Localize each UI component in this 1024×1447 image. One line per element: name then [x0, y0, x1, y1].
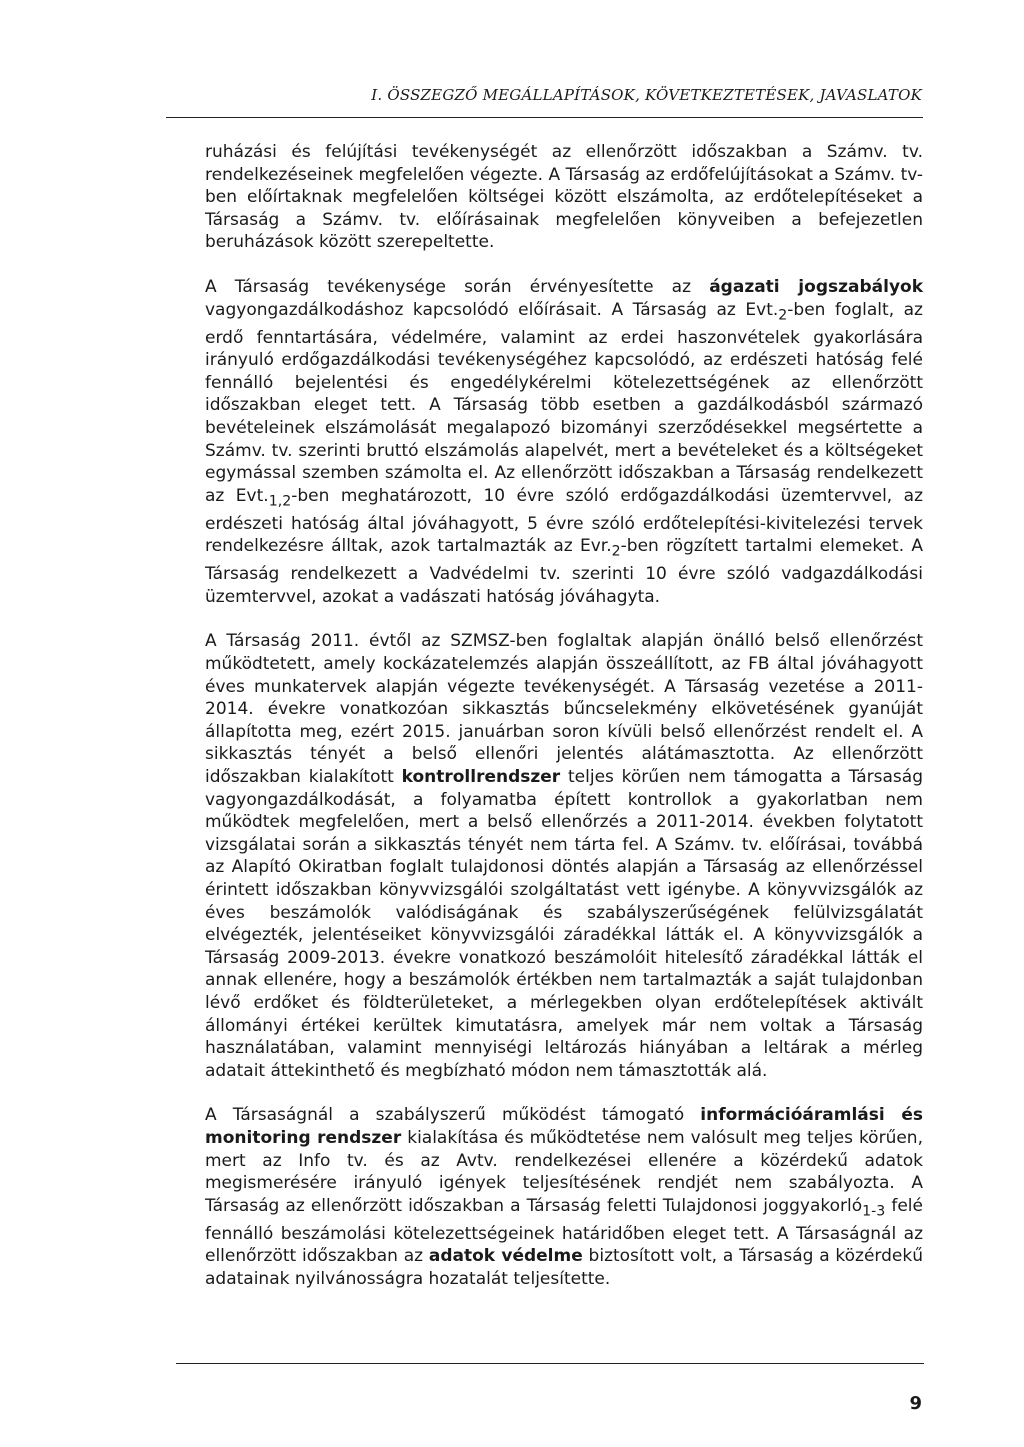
- paragraph-3: [205, 630, 923, 1082]
- emphasis-term: adatok védelme: [428, 1246, 583, 1267]
- header-divider: [166, 117, 923, 118]
- text-run: A Társaság tevékenysége során érvényesítette az: [205, 276, 710, 297]
- subscript: 2: [778, 306, 788, 323]
- text-run: felé fennálló beszámolási kötelezettségeinek határidőben eleget tett. A Társaságnál az ellenőrzött időszakban az: [205, 1195, 923, 1267]
- page-number: 9: [909, 1393, 922, 1414]
- footer-divider: [176, 1363, 924, 1364]
- paragraph-1: [205, 141, 923, 254]
- paragraph-4: [205, 1104, 923, 1290]
- text-run: -ben rögzített tartalmi elemeket. A Társaság rendelkezett a Vadvédelmi tv. szerinti 10 évre szóló vadgazdálkodási üzemtervvel, azokat a vadászati hatóság jóváhagyta.: [205, 536, 923, 607]
- text-run: ruházási és felújítási tevékenységét az ellenőrzött időszakban a Számv. tv. rendelkezéseinek megfelelően végezte. A Társaság az erdőfelújításokat a Számv. tv-ben előírtaknak megfelelően költségei között elszámolta, az erdőtelepítéseket a Társaság a Számv. tv. előírásainak megfelelően könyveiben a befejezetlen beruházások között szerepeltette.: [205, 142, 923, 253]
- subscript: 2: [611, 543, 621, 560]
- text-run: A Társaságnál a szabályszerű működést támogató: [205, 1105, 701, 1126]
- running-header: I. ÖSSZEGZŐ MEGÁLLAPÍTÁSOK, KÖVETKEZTETÉSEK, JAVASLATOK: [371, 86, 922, 104]
- text-run: vagyongazdálkodáshoz kapcsolódó előírásait. A Társaság az Evt.: [205, 299, 779, 320]
- text-run: -ben foglalt, az erdő fenntartására, védelmére, valamint az erdei haszonvételek gyakorlására irányuló erdőgazdálkodási tevékenységéhez kapcsolódó, az erdészeti hatóság felé fennálló bejelentési és engedélykérelmi kötelezettségének az ellenőrzött időszakban eleget tett. A Társaság több esetben a gazdálkodásból származó bevételeinek elszámolását megalapozó bizományi szerződésekkel megsértette a Számv. tv. szerinti bruttó elszámolás alapelvét, mert a bevételeket és a költségeket egymással szemben számolta el. Az ellenőrzött időszakban a Társaság rendelkezett az Evt.: [205, 299, 923, 506]
- emphasis-term: kontrollrendszer: [401, 767, 561, 788]
- emphasis-term: információáramlási és monitoring rendszer: [205, 1105, 923, 1148]
- text-run: biztosított volt, a Társaság a közérdekű adatainak nyilvánosságra hozatalát teljesítette.: [205, 1246, 923, 1289]
- emphasis-term: ágazati jogszabályok: [709, 276, 924, 297]
- text-run: A Társaság 2011. évtől az SZMSZ-ben foglaltak alapján önálló belső ellenőrzést működtetett, amely kockázatelemzés alapján összeállított, az FB által jóváhagyott éves munkatervek alapján végezte tevékenységét. A Társaság vezetése a 2011-2014. évekre vonatkozóan sikkasztás bűncselekmény elkövetésének gyanúját állapította meg, ezért 2015. januárban soron kívüli belső ellenőrzést rendelt el. A sikkasztás tényét a belső ellenőri jelentés alátámasztotta. Az ellenőrzött időszakban kialakított: [205, 631, 923, 788]
- text-run: -ben meghatározott, 10 évre szóló erdőgazdálkodási üzemtervvel, az erdészeti hatóság által jóváhagyott, 5 évre szóló erdőtelepítési-kivitelezési tervek rendelkezésre álltak, azok tartalmazták az Evr.: [205, 485, 924, 557]
- subscript: 1-3: [862, 1203, 886, 1220]
- body-text: [205, 141, 923, 1312]
- text-run: kialakítása és működtetése nem valósult meg teljes körűen, mert az Info tv. és az Avtv. rendelkezései ellenére a közérdekű adatok megismerésére irányuló igények teljesítésének rendjét nem szabályozta. A Társaság az ellenőrzött időszakban a Társaság feletti Tulajdonosi joggyakorló: [205, 1127, 923, 1216]
- paragraph-2: [205, 276, 923, 608]
- text-run: teljes körűen nem támogatta a Társaság vagyongazdálkodását, a folyamatba épített kontrollok a gyakorlatban nem működtek megfelelően, mert a belső ellenőrzés a 2011-2014. években folytatott vizsgálatai során a sikkasztás tényét nem tárta fel. A Számv. tv. előírásai, továbbá az Alapító Okiratban foglalt tulajdonosi döntés alapján a Társaság az ellenőrzéssel érintett időszakban könyvvizsgálói szolgáltatást vett igénybe. A könyvvizsgálók az éves beszámolók valódiságának és szabályszerűségének felülvizsgálatát elvégezték, jelentéseiket könyvvizsgálói záradékkal látták el. A könyvvizsgálók a Társaság 2009-2013. évekre vonatkozó beszámolóit hitelesítő záradékkal látták el annak ellenére, hogy a beszámolók értékben nem tartalmazták a saját tulajdonban lévő erdőket és földterületeket, a mérlegekben olyan erdőtelepítések aktivált állományi értékei kerültek kimutatásra, amelyek már nem voltak a Társaság használatában, valamint mennyiségi leltározás hiányában a leltárak a mérleg adatait áttekinthető és megbízható módon nem támasztották alá.: [205, 767, 923, 1081]
- subscript: 1,2: [268, 493, 292, 510]
